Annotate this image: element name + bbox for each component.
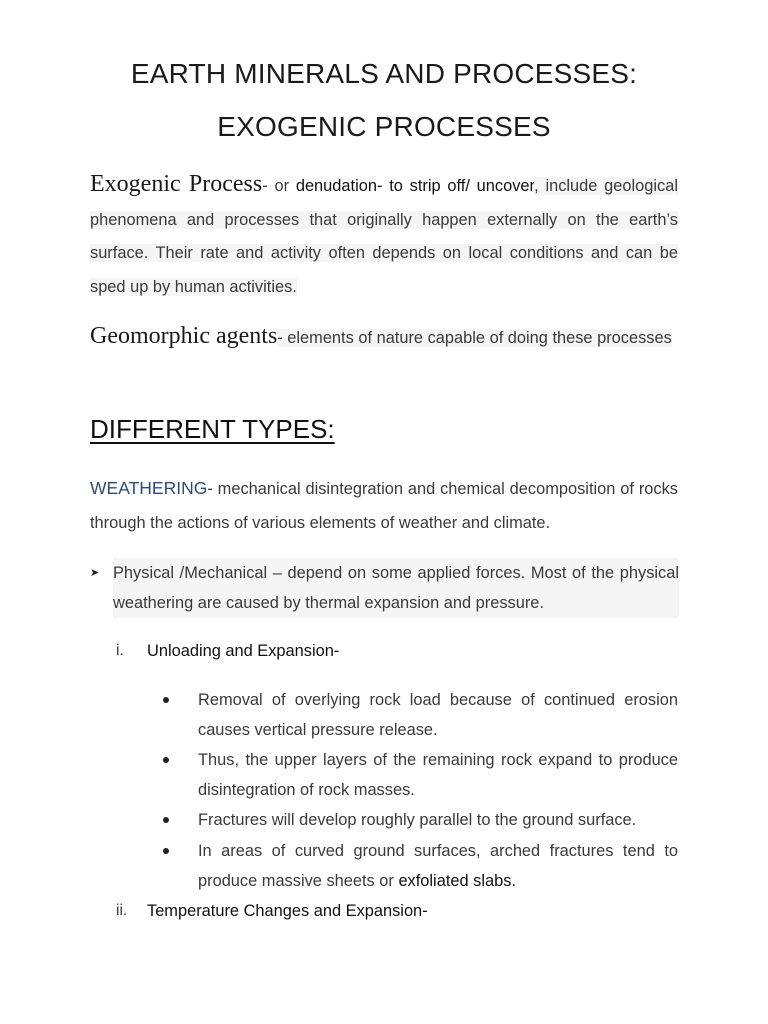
bullet-dot-icon [163, 757, 169, 763]
geomorphic-definition: - elements of nature capable of doing these processes [277, 329, 672, 347]
section-heading: DIFFERENT TYPES: [90, 414, 335, 444]
exogenic-or: or [267, 177, 296, 195]
page-title-line-2: EXOGENIC PROCESSES [217, 111, 551, 142]
weathering-paragraph [90, 472, 678, 540]
list-numeral-ii: ii. [116, 902, 128, 919]
page-title-line-1: EARTH MINERALS AND PROCESSES: [130, 58, 638, 89]
list-item: Removal of overlying rock load because of continued erosion causes vertical pressure release. [198, 691, 678, 739]
weathering-term: WEATHERING [90, 478, 208, 498]
exogenic-dash: - [262, 177, 268, 195]
subheading-unloading: Unloading and Expansion- [147, 642, 340, 660]
subheading-temperature: Temperature Changes and Expansion- [147, 902, 428, 920]
exfoliated-slabs-phrase: exfoliated slabs. [398, 872, 516, 890]
bullet-dot-icon [163, 848, 169, 854]
list-item [198, 836, 678, 896]
physical-weathering-text: Physical /Mechanical – depend on some applied forces. Most of the physical weathering are caused by thermal expansion and pressure. [113, 558, 679, 618]
exogenic-term: Exogenic Process [90, 171, 263, 197]
exogenic-definition: , include geological phenomena and processes that originally happen externally on the earth’s surface. Their rate and activity often depends on local conditions and can be sped up by human activities. [90, 177, 678, 296]
denudation-phrase: denudation- to strip off/ uncover [295, 177, 535, 195]
list-item: Thus, the upper layers of the remaining rock expand to produce disintegration of rock masses. [198, 751, 678, 799]
bullet-dot-icon [163, 697, 169, 703]
exogenic-paragraph [90, 168, 678, 304]
geomorphic-paragraph [90, 320, 678, 356]
geomorphic-term: Geomorphic agents [90, 323, 278, 349]
list-item-text: In areas of curved ground surfaces, arched fractures tend to produce massive sheets or [198, 842, 678, 890]
list-numeral-i: i. [116, 642, 124, 659]
weathering-definition: - mechanical disintegration and chemical decomposition of rocks through the actions of various elements of weather and climate. [90, 480, 678, 532]
bullet-dot-icon [163, 817, 169, 823]
list-item: Fractures will develop roughly parallel to the ground surface. [198, 811, 637, 829]
arrow-bullet-icon: ➤ [90, 567, 100, 579]
